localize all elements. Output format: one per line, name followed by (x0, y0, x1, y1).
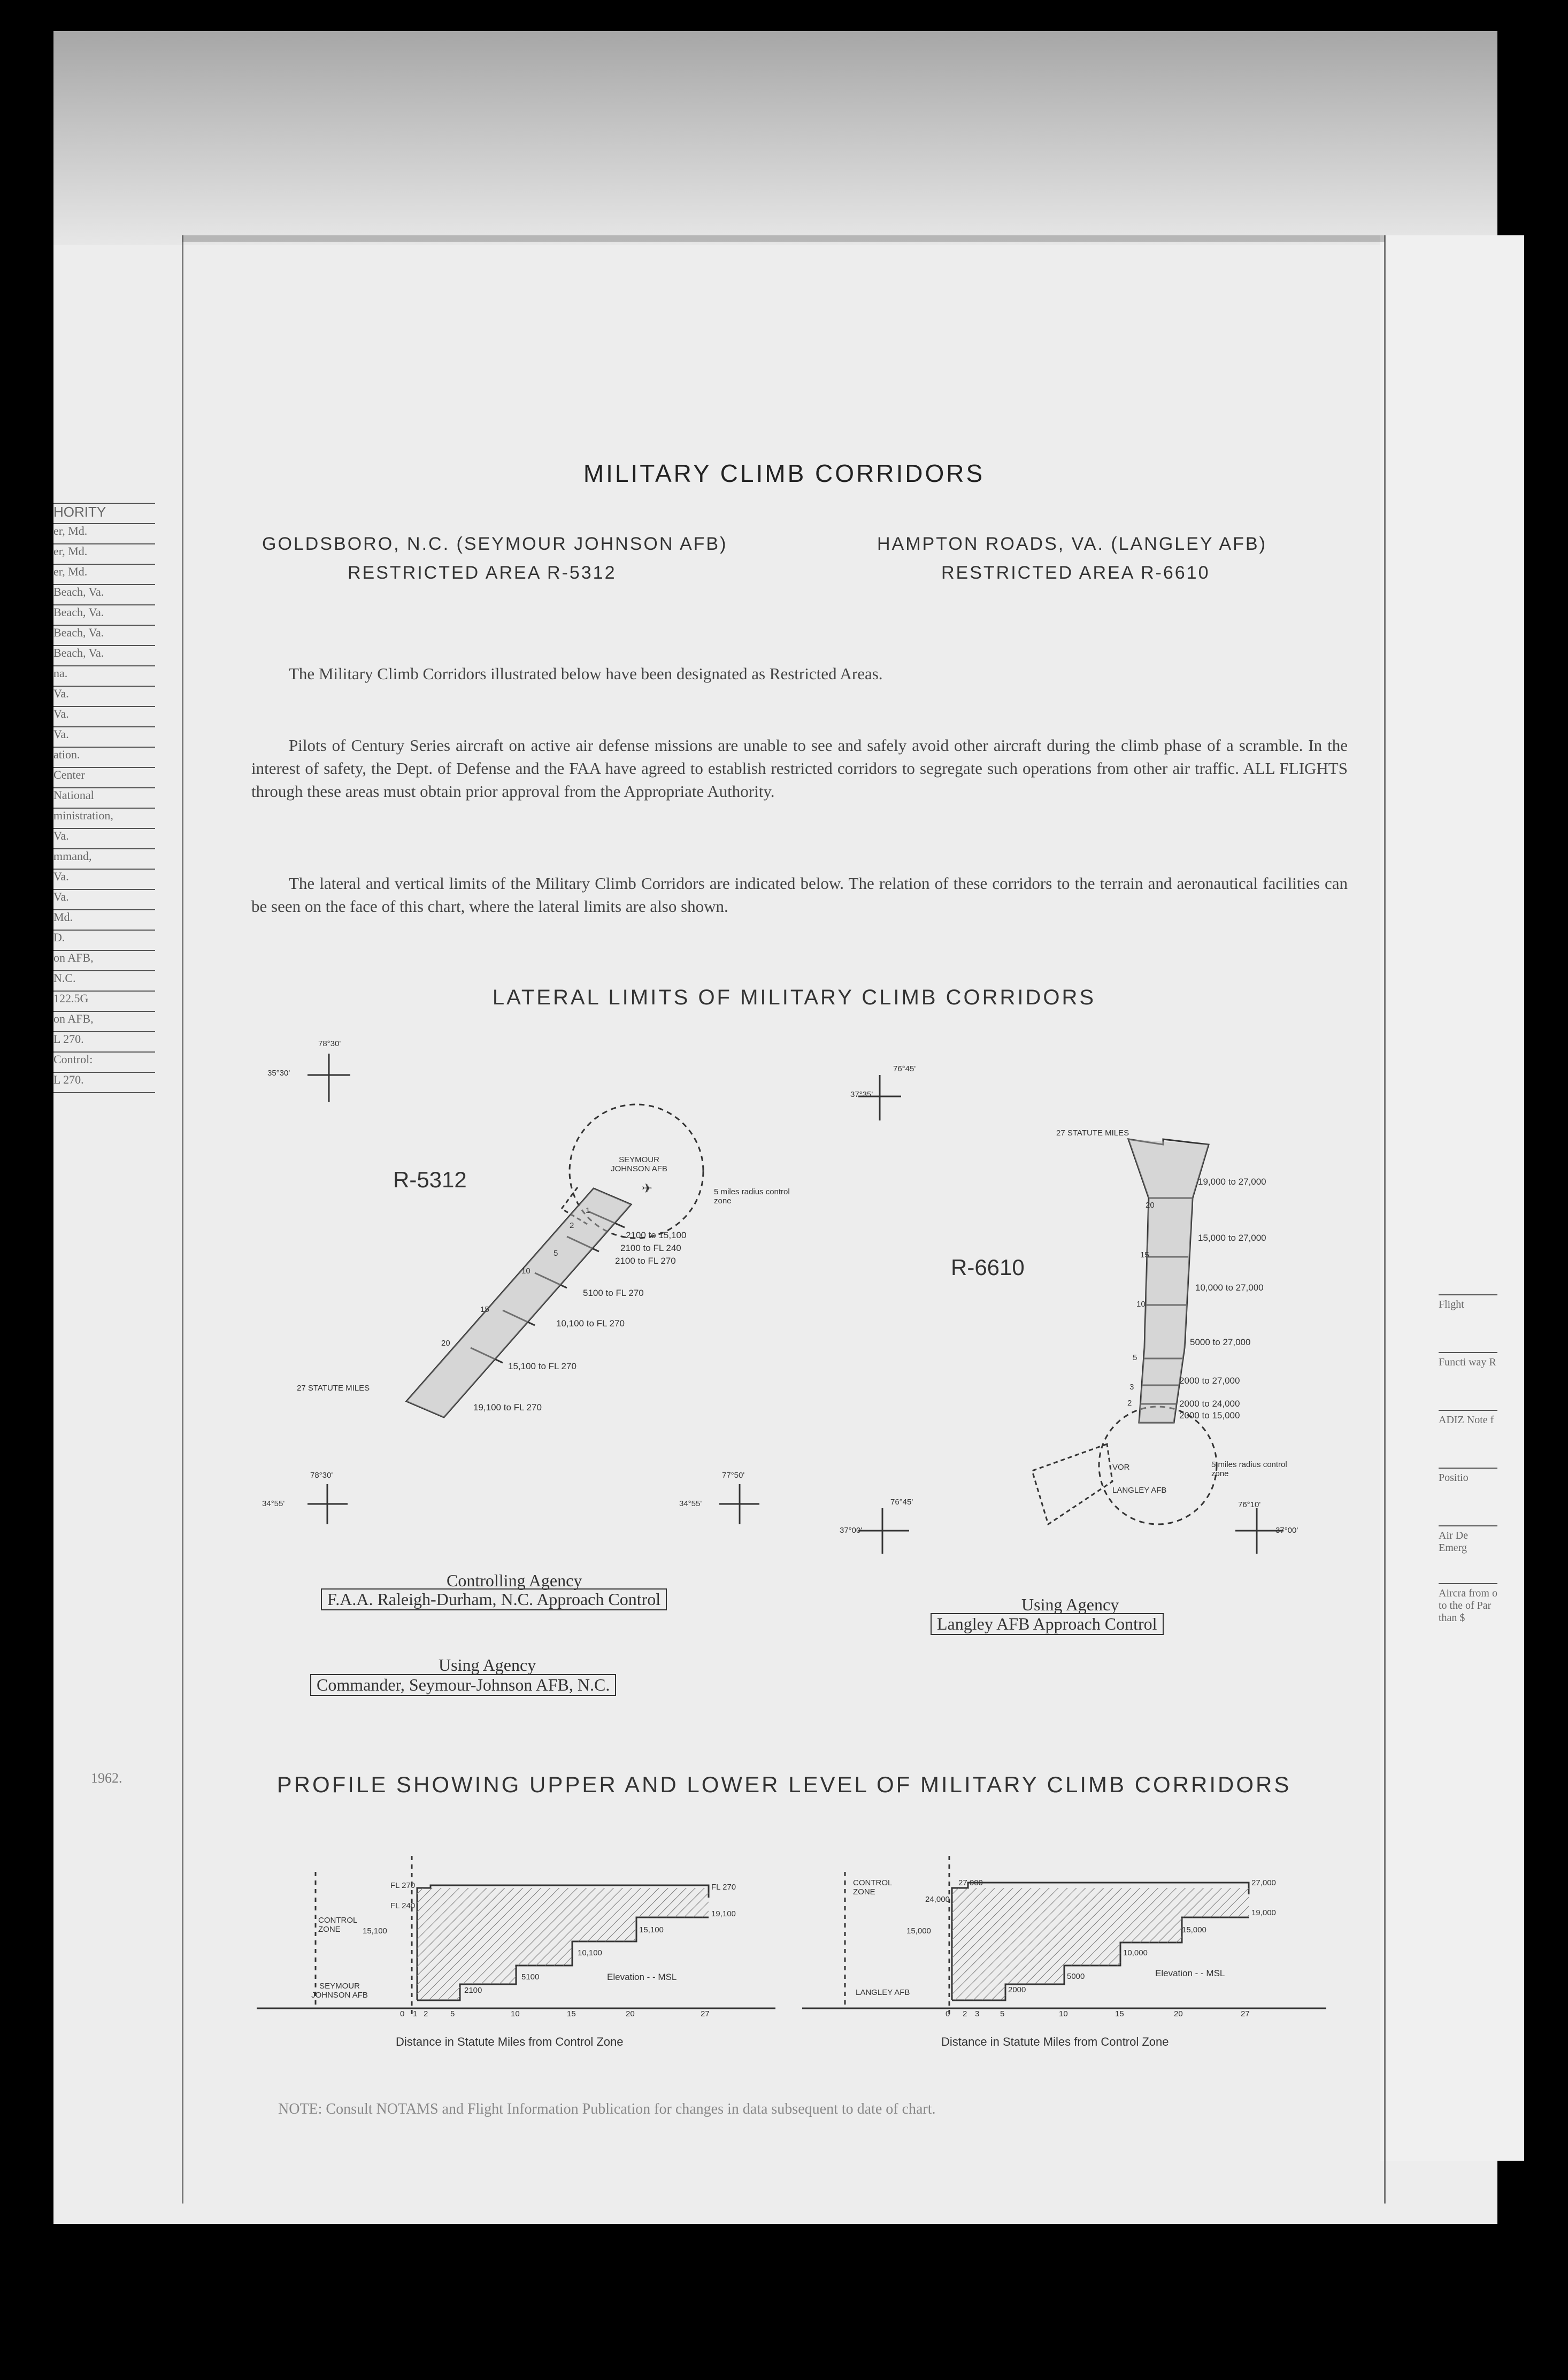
right-margin-cell: Functi way R (1439, 1352, 1497, 1410)
profile-left-level-15100: 15,100 (363, 1926, 387, 1936)
right-location: HAMPTON ROADS, VA. (LANGLEY AFB) (877, 534, 1267, 554)
r5312-coord-br-lon: 77°50' (722, 1471, 745, 1480)
left-margin-cell: mmand, (53, 849, 155, 870)
left-margin-cell: Md. (53, 910, 155, 931)
profile-right-level-24000: 24,000 (925, 1895, 950, 1904)
profile-right-level-27000-r: 27,000 (1251, 1878, 1276, 1887)
paragraph-2: Pilots of Century Series aircraft on active air defense missions are unable to see and safely avoid other aircraft during the climb phase of a scramble. In the interest of safety, the Dept. of Defense and the FAA have agreed to establish restricted corridors to segregate such operations from other air traffic. ALL FLIGHTS through these areas must obtain prior approval from the Appropriate Authority. (251, 736, 1348, 801)
profile-right-level-19000: 19,000 (1251, 1908, 1276, 1917)
profile-right-level-2000: 2000 (1008, 1985, 1026, 1994)
r5312-alt-4: 5100 to FL 270 (583, 1288, 644, 1298)
r6610-mile-2: 2 (1127, 1399, 1132, 1408)
left-margin-cell: Va. (53, 707, 155, 727)
r5312-alt-3: 2100 to FL 270 (615, 1256, 676, 1266)
left-margin-cell: Va. (53, 890, 155, 910)
using-agency-right-value: Langley AFB Approach Control (931, 1613, 1164, 1635)
lateral-limits-diagram (0, 1016, 1568, 1578)
left-margin-cell: na. (53, 666, 155, 687)
r6610-alt-1: 19,000 to 27,000 (1198, 1177, 1266, 1187)
left-margin-cell: Beach, Va. (53, 585, 155, 605)
left-margin-cell: ation. (53, 748, 155, 768)
left-margin-cell: Center (53, 768, 155, 788)
r6610-alt-3: 10,000 to 27,000 (1195, 1283, 1264, 1293)
r6610-label: R-6610 (951, 1255, 1025, 1280)
left-restricted-area: RESTRICTED AREA R-5312 (348, 563, 617, 583)
left-margin-cell: Va. (53, 870, 155, 890)
right-margin-cell: Air De Emerg (1439, 1525, 1497, 1583)
right-margin-cell: ADIZ Note f (1439, 1410, 1497, 1468)
r5312-airfield: SEYMOUR JOHNSON AFB (611, 1155, 667, 1173)
profile-left-axis-label: Distance in Statute Miles from Control Zone (396, 2035, 624, 2048)
r6610-airfield: LANGLEY AFB (1112, 1486, 1167, 1495)
profile-left-tick-2: 2 (424, 2009, 428, 2018)
left-margin-cell: Beach, Va. (53, 646, 155, 666)
r6610-coord-tl-lon: 76°45' (893, 1064, 916, 1073)
right-margin-cell: Aircra from o to the of Par than $ (1439, 1583, 1497, 1641)
r5312-alt-2: 2100 to FL 240 (620, 1243, 681, 1253)
r6610-alt-2: 15,000 to 27,000 (1198, 1233, 1266, 1243)
left-margin-header: HORITY (53, 503, 155, 524)
r5312-mile-15: 15 (480, 1305, 489, 1314)
r5312-label: R-5312 (393, 1167, 467, 1192)
profile-right-level-15000-r: 15,000 (1182, 1925, 1206, 1934)
r6610-alt-5: 2000 to 27,000 (1179, 1376, 1240, 1386)
profile-left-tick-5: 5 (450, 2009, 455, 2018)
using-agency-left-value: Commander, Seymour-Johnson AFB, N.C. (310, 1674, 616, 1696)
profile-right-elevation: Elevation - - MSL (1155, 1968, 1225, 1978)
left-margin-cell: D. (53, 931, 155, 951)
r5312-mile-5: 5 (554, 1249, 558, 1258)
r6610-mile-3: 3 (1129, 1383, 1134, 1392)
left-margin-cell: Beach, Va. (53, 605, 155, 626)
profile-right-level-15000: 15,000 (906, 1926, 931, 1936)
r5312-coord-bl-lon: 78°30' (310, 1471, 333, 1480)
profile-left-level-5100: 5100 (521, 1972, 540, 1982)
profile-right-tick-2: 2 (963, 2009, 967, 2018)
r5312-coord-tl-lat: 35°30' (267, 1069, 290, 1078)
paragraph-1: The Military Climb Corridors illustrated below have been designated as Restricted Areas. (289, 664, 883, 683)
r5312-radius-note: 5 miles radius control zone (714, 1187, 790, 1206)
r5312-alt-5: 10,100 to FL 270 (556, 1318, 625, 1329)
left-margin-cell: Beach, Va. (53, 626, 155, 646)
profile-right-tick-3: 3 (975, 2009, 980, 2018)
profile-right-airfield: LANGLEY AFB (856, 1988, 910, 1997)
using-agency-left-label: Using Agency (439, 1655, 536, 1675)
left-margin-cell: on AFB, (53, 1012, 155, 1032)
profile-left-tick-1: 1 (413, 2009, 418, 2018)
left-margin-cell: er, Md. (53, 565, 155, 585)
left-margin-cell: 122.5G (53, 992, 155, 1012)
profile-right-tick-5: 5 (1000, 2009, 1005, 2018)
footer-note: NOTE: Consult NOTAMS and Flight Information Publication for changes in data subsequent to date of chart. (278, 2101, 936, 2117)
profile-right-control-zone: CONTROL ZONE (853, 1878, 892, 1897)
profile-left-tick-15: 15 (567, 2009, 576, 2018)
profile-heading: PROFILE SHOWING UPPER AND LOWER LEVEL OF MILITARY CLIMB CORRIDORS (276, 1772, 1292, 1797)
profile-right-axis-label: Distance in Statute Miles from Control Zone (941, 2035, 1169, 2048)
using-agency-right-label: Using Agency (1021, 1595, 1119, 1614)
r6610-mile-20: 20 (1146, 1201, 1155, 1210)
profile-right-tick-20: 20 (1174, 2009, 1183, 2018)
profile-right-level-5000: 5000 (1067, 1972, 1085, 1981)
r5312-coord-bl-lat: 34°55' (262, 1499, 285, 1508)
r6610-mile-10: 10 (1136, 1300, 1146, 1309)
r6610-alt-7: 2000 to 15,000 (1179, 1410, 1240, 1421)
scan-grain-band (53, 31, 1497, 245)
left-margin-cell: Control: (53, 1053, 155, 1073)
right-margin-cell: Flight (1439, 1294, 1497, 1352)
left-margin-cell: ministration, (53, 809, 155, 829)
r6610-alt-6: 2000 to 24,000 (1179, 1399, 1240, 1409)
profile-right-tick-10: 10 (1059, 2009, 1068, 2018)
profile-left-level-10100: 10,100 (578, 1948, 602, 1957)
left-margin-cell: on AFB, (53, 951, 155, 971)
r5312-coord-br-lat: 34°55' (679, 1499, 702, 1508)
profile-left-airfield: SEYMOUR JOHNSON AFB (311, 1982, 368, 2000)
r5312-airfield-icon: ✈ (642, 1181, 653, 1196)
page-title: MILITARY CLIMB CORRIDORS (583, 459, 985, 487)
profile-left-level-15100-r: 15,100 (639, 1925, 664, 1934)
right-margin-cell: Positio (1439, 1468, 1497, 1525)
left-margin-cell: er, Md. (53, 544, 155, 565)
profile-right-tick-0: 0 (946, 2009, 950, 2018)
profile-right-level-10000: 10,000 (1123, 1948, 1148, 1957)
r5312-coord-tl-lon: 78°30' (318, 1039, 341, 1048)
profile-left-level-2100: 2100 (464, 1986, 482, 1995)
controlling-agency-label: Controlling Agency (447, 1571, 582, 1590)
r5312-mile-20: 20 (441, 1339, 450, 1348)
r6610-statute: 27 STATUTE MILES (1056, 1128, 1129, 1138)
profile-left-control-zone: CONTROL ZONE (318, 1916, 357, 1934)
r5312-mile-1: 1 (586, 1206, 590, 1215)
profile-left-level-fl270-r: FL 270 (711, 1883, 736, 1892)
left-margin-cell: Va. (53, 687, 155, 707)
r5312-alt-1: 2100 to 15,100 (626, 1230, 687, 1240)
r6610-radius-note: 5 miles radius control zone (1211, 1460, 1287, 1478)
r5312-mile-10: 10 (521, 1266, 531, 1276)
r6610-vor: VOR (1112, 1463, 1130, 1472)
profile-left-level-19100: 19,100 (711, 1909, 736, 1918)
left-margin-cell: er, Md. (53, 524, 155, 544)
r6610-coord-br-lat: 37°00' (1275, 1526, 1298, 1535)
profile-left-level-fl270: FL 270 (390, 1881, 416, 1890)
paragraph-3: The lateral and vertical limits of the Military Climb Corridors are indicated below. The relation of these corridors to the terrain and aeronautical facilities can be seen on the face of this chart, where the lateral limits are also shown. (251, 874, 1348, 916)
left-margin-cell: Va. (53, 727, 155, 748)
r5312-alt-6: 15,100 to FL 270 (508, 1361, 577, 1371)
r6610-coord-br-lon: 76°10' (1238, 1500, 1261, 1509)
left-margin-cell: L 270. (53, 1032, 155, 1053)
controlling-agency-value: F.A.A. Raleigh-Durham, N.C. Approach Control (321, 1588, 667, 1610)
r6610-mile-5: 5 (1133, 1353, 1137, 1362)
left-margin-cell: National (53, 788, 155, 809)
profile-left-tick-27: 27 (701, 2009, 710, 2018)
left-margin-cell: Va. (53, 829, 155, 849)
left-margin-cell: L 270. (53, 1073, 155, 1093)
profile-diagram (0, 1802, 1568, 2070)
left-location: GOLDSBORO, N.C. (SEYMOUR JOHNSON AFB) (262, 534, 728, 554)
profile-left-tick-0: 0 (400, 2009, 405, 2018)
r6610-coord-bl-lat: 37°00' (840, 1526, 863, 1535)
r6610-coord-bl-lon: 76°45' (890, 1498, 913, 1507)
profile-left-tick-20: 20 (626, 2009, 635, 2018)
top-border-strip (182, 235, 1385, 242)
profile-right-tick-27: 27 (1241, 2009, 1250, 2018)
r6610-alt-4: 5000 to 27,000 (1190, 1337, 1251, 1347)
r5312-mile-2: 2 (570, 1221, 574, 1230)
profile-left-elevation: Elevation - - MSL (607, 1972, 677, 1982)
profile-right-level-27000: 27,000 (958, 1878, 983, 1887)
left-margin-date: 1962. (91, 1770, 122, 1786)
lateral-limits-heading: LATERAL LIMITS OF MILITARY CLIMB CORRIDORS (492, 986, 1096, 1009)
r5312-statute: 27 STATUTE MILES (297, 1384, 370, 1393)
r6610-coord-tl-lat: 37°35' (850, 1090, 873, 1099)
left-margin-cell: N.C. (53, 971, 155, 992)
right-restricted-area: RESTRICTED AREA R-6610 (941, 563, 1210, 583)
r6610-mile-15: 15 (1140, 1250, 1149, 1260)
profile-left-tick-10: 10 (511, 2009, 520, 2018)
r5312-alt-7: 19,100 to FL 270 (473, 1402, 542, 1412)
profile-left-level-fl240: FL 240 (390, 1901, 416, 1910)
profile-right-tick-15: 15 (1115, 2009, 1124, 2018)
